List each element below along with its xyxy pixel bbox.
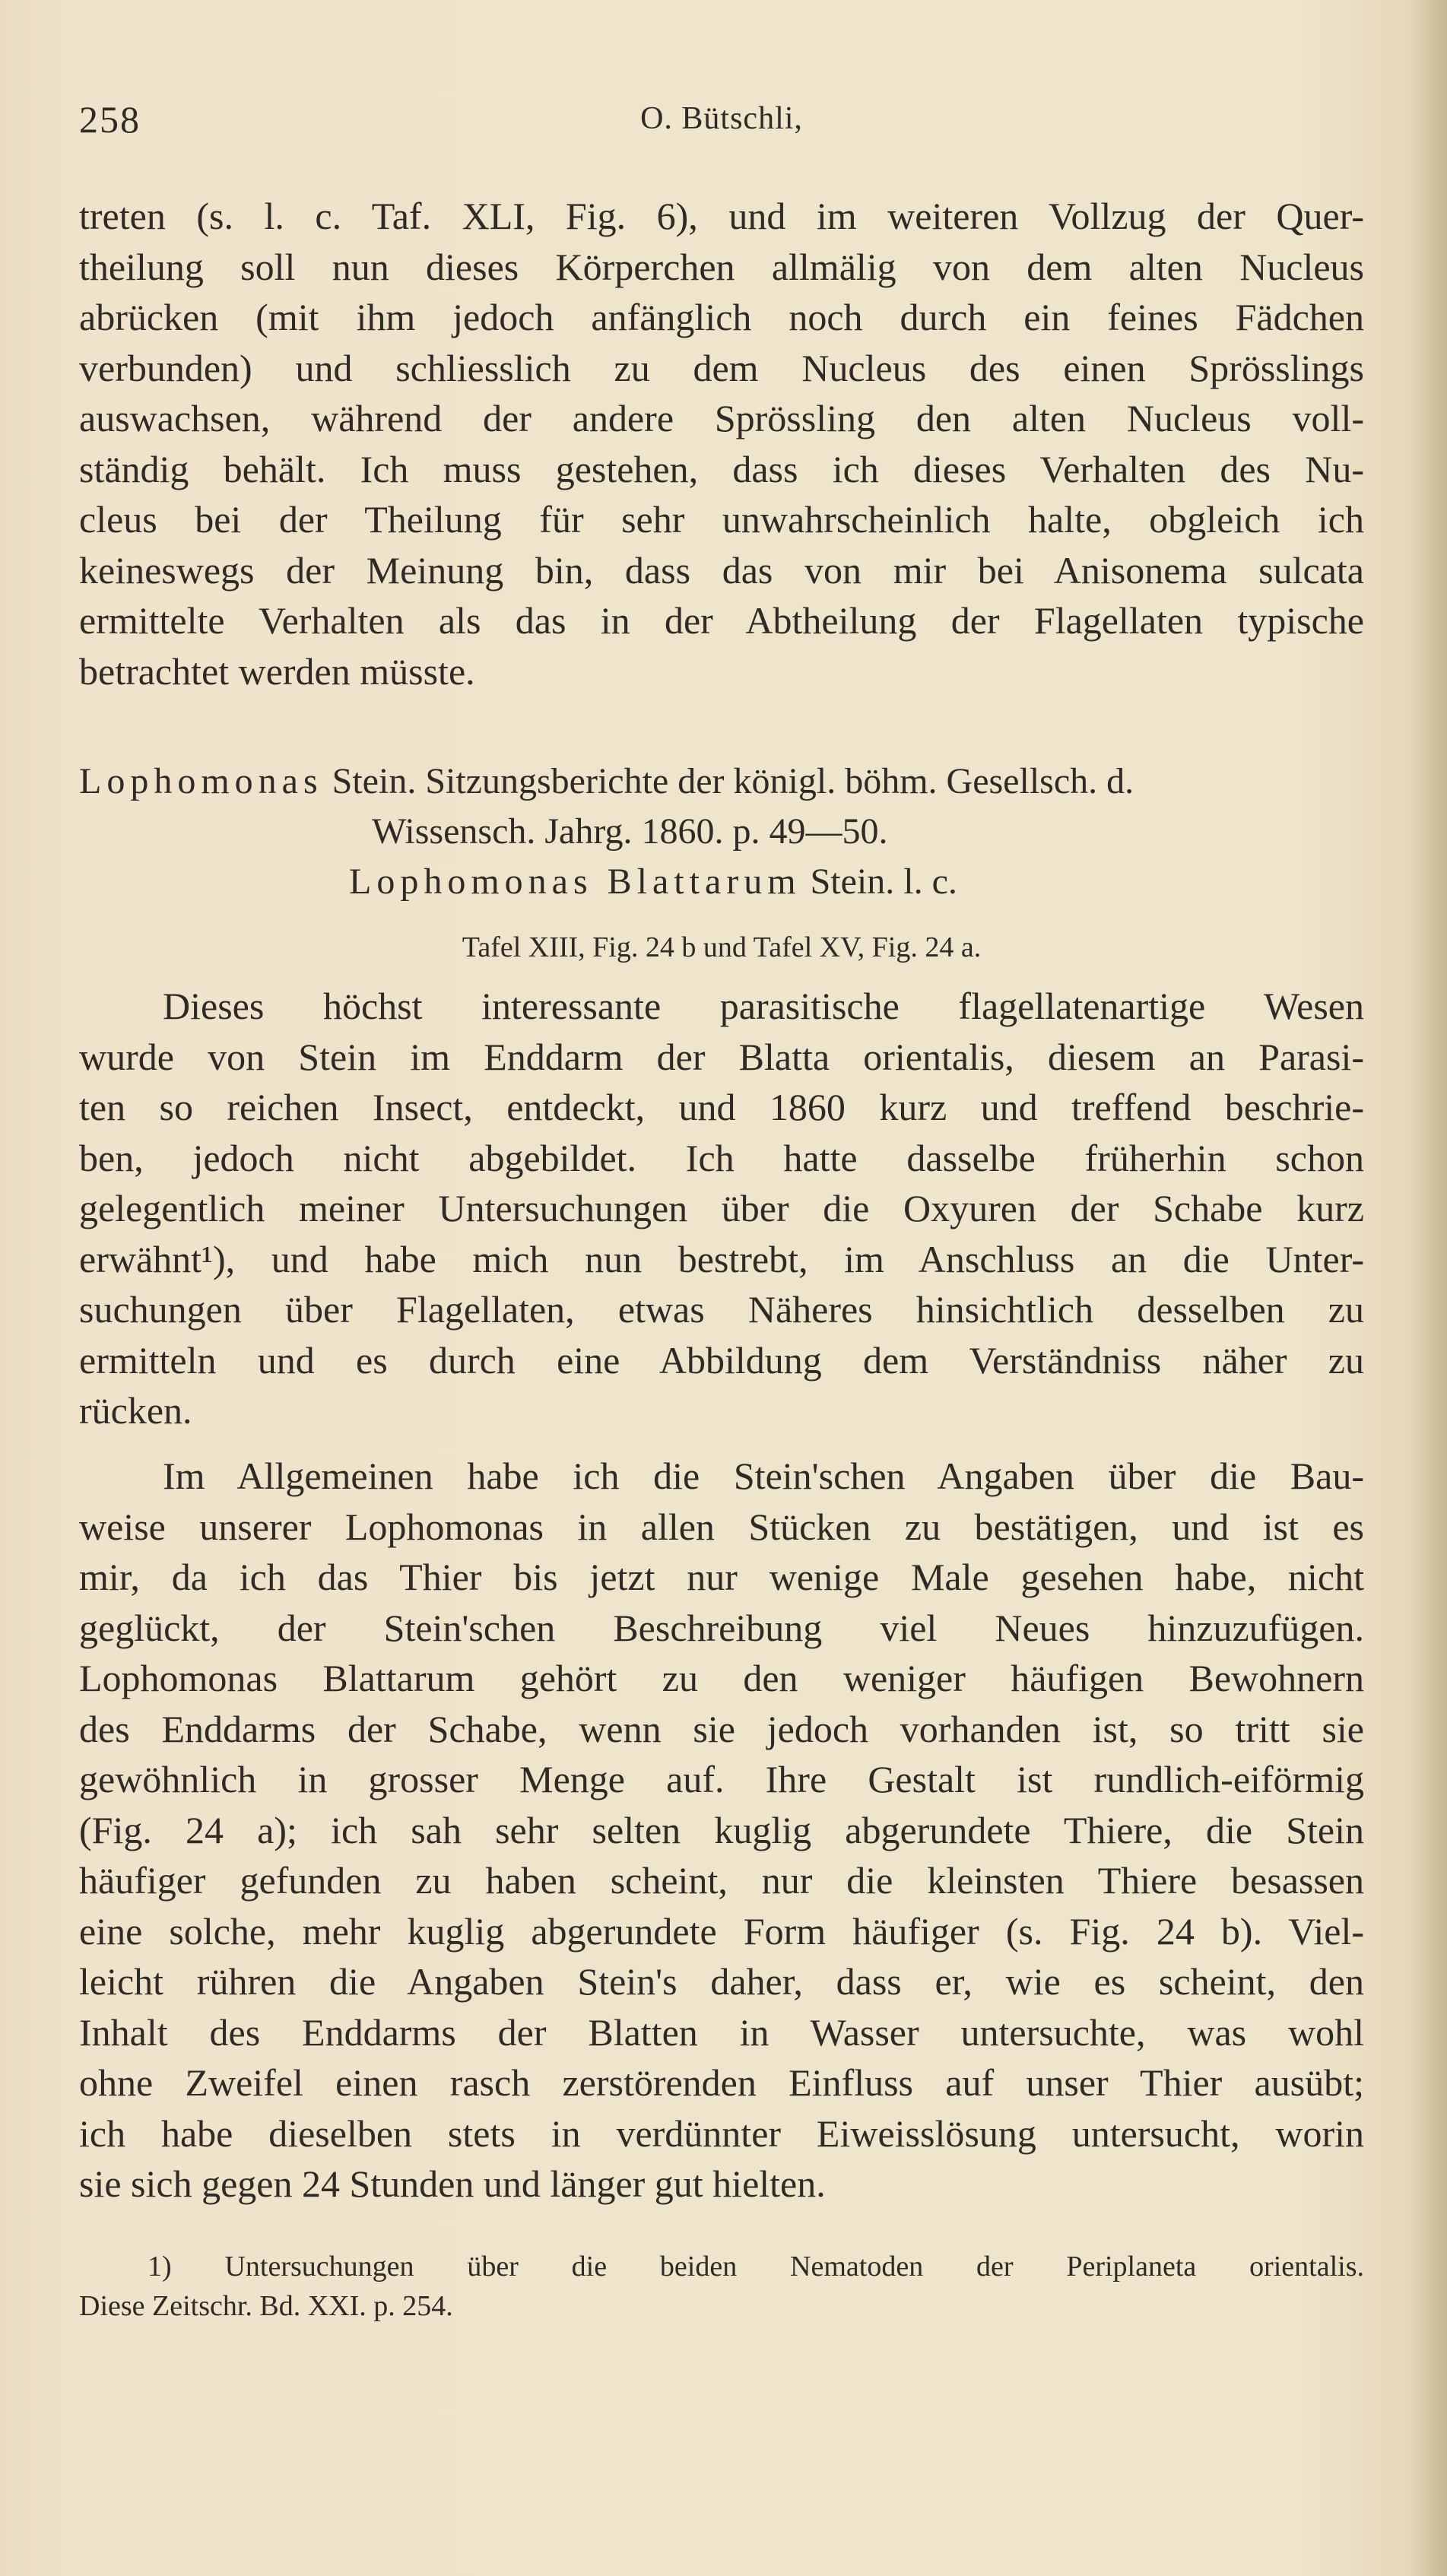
footnote-line: 1) Untersuchungen über die beiden Nematoden der Periplaneta orientalis. [148, 2251, 1364, 2283]
text-line: sie sich gegen 24 Stunden und länger gut hielten. [79, 2162, 826, 2205]
text-line: gewöhnlich in grosser Menge auf. Ihre Gestalt ist rundlich-eiförmig [79, 1758, 1364, 1800]
species-citation: Stein. l. c. [801, 861, 957, 902]
footnote-line: Diese Zeitschr. Bd. XXI. p. 254. [79, 2290, 453, 2322]
text-line: ich habe dieselben stets in verdünnter Eiweisslösung untersucht, worin [79, 2111, 1364, 2155]
text-line: cleus bei der Theilung für sehr unwahrscheinlich halte, obgleich ich [79, 498, 1364, 541]
text-line: treten (s. l. c. Taf. XLI, Fig. 6), und im weiteren Vollzug der Quer- [79, 195, 1364, 237]
text-line: Inhalt des Enddarms der Blatten in Wasser untersuchte, was wohl [79, 2010, 1364, 2054]
text-line: suchungen über Flagellaten, etwas Näheres hinsichtlich desselben zu [79, 1288, 1364, 1331]
page-number: 258 [79, 98, 141, 141]
paragraph-continuation [79, 191, 1364, 696]
text-line: Lophomonas Blattarum gehört zu den weniger häufigen Bewohnern [79, 1657, 1364, 1699]
text-line: ermitteln und es durch eine Abbildung dem Verständniss näher zu [79, 1338, 1364, 1382]
text-line: ben, jedoch nicht abgebildet. Ich hatte dasselbe früherhin schon [79, 1136, 1364, 1179]
genus-name: Lophomonas [79, 761, 323, 801]
text-line: Dieses höchst interessante parasitische flagellatenartige Wesen [163, 985, 1364, 1027]
text-line: mir, da ich das Thier bis jetzt nur wenige Male gesehen habe, nicht [79, 1556, 1364, 1598]
species-name: Lophomonas Blattarum [349, 861, 801, 902]
text-line: rücken. [79, 1389, 192, 1432]
text-line: keineswegs der Meinung bin, dass das von mir bei Anisonema sulcata [79, 548, 1364, 592]
heading-line-1 [79, 757, 1364, 807]
text-line: ermittelte Verhalten als das in der Abtheilung der Flagellaten typische [79, 599, 1364, 642]
text-line: des Enddarms der Schabe, wenn sie jedoch vorhanden ist, so tritt sie [79, 1707, 1364, 1750]
page-header [79, 97, 1364, 158]
heading-line-3 [79, 857, 1364, 907]
text-line: abrücken (mit ihm jedoch anfänglich noch durch ein feines Fädchen [79, 296, 1364, 338]
text-line: weise unserer Lophomonas in allen Stücken zu bestätigen, und ist es [79, 1505, 1364, 1548]
text-line: theilung soll nun dieses Körperchen allmälig von dem alten Nucleus [79, 245, 1364, 288]
text-line: ohne Zweifel einen rasch zerstörenden Einfluss auf unser Thier ausübt; [79, 2061, 1364, 2104]
text-line: auswachsen, während der andere Sprössling den alten Nucleus voll- [79, 397, 1364, 439]
text-line: ständig behält. Ich muss gestehen, dass ich dieses Verhalten des Nu- [79, 447, 1364, 490]
paragraph-intro [79, 981, 1364, 1436]
text-line: erwähnt¹), und habe mich nun bestrebt, im Anschluss an die Unter- [79, 1237, 1364, 1280]
text-line: geglückt, der Stein'schen Beschreibung viel Neues hinzuzufügen. [79, 1606, 1364, 1649]
heading-citation: Stein. Sitzungsberichte der königl. böhm. Gesellsch. d. [322, 761, 1134, 801]
text-line: leicht rühren die Angaben Stein's daher, dass er, wie es scheint, den [79, 1960, 1364, 2003]
footnote [79, 2247, 1364, 2326]
text-line: gelegentlich meiner Untersuchungen über die Oxyuren der Schabe kurz [79, 1187, 1364, 1229]
text-line: wurde von Stein im Enddarm der Blatta orientalis, diesem an Parasi- [79, 1035, 1364, 1078]
text-line: verbunden) und schliesslich zu dem Nucleus des einen Sprösslings [79, 346, 1364, 389]
paragraph-description [79, 1451, 1364, 2210]
text-line: ten so reichen Insect, entdeckt, und 1860 kurz und treffend beschrie- [79, 1086, 1364, 1128]
text-line: Im Allgemeinen habe ich die Stein'schen Angaben über die Bau- [163, 1455, 1364, 1497]
page-edge-shadow [1411, 0, 1447, 2576]
text-line: betrachtet werden müsste. [79, 649, 475, 693]
text-line: häufiger gefunden zu haben scheint, nur die kleinsten Thiere besassen [79, 1859, 1364, 1902]
section-heading [79, 757, 1364, 907]
figure-reference [79, 926, 1364, 969]
text-line: (Fig. 24 a); ich sah sehr selten kuglig abgerundete Thiere, die Stein [79, 1808, 1364, 1851]
plate-caption: Tafel XIII, Fig. 24 b und Tafel XV, Fig. 24 a. [462, 931, 982, 963]
running-head: O. Bütschli, [640, 101, 803, 136]
text-line: eine solche, mehr kuglig abgerundete Form häufiger (s. Fig. 24 b). Viel- [79, 1909, 1364, 1953]
heading-line-2: Wissensch. Jahrg. 1860. p. 49—50. [372, 811, 888, 852]
